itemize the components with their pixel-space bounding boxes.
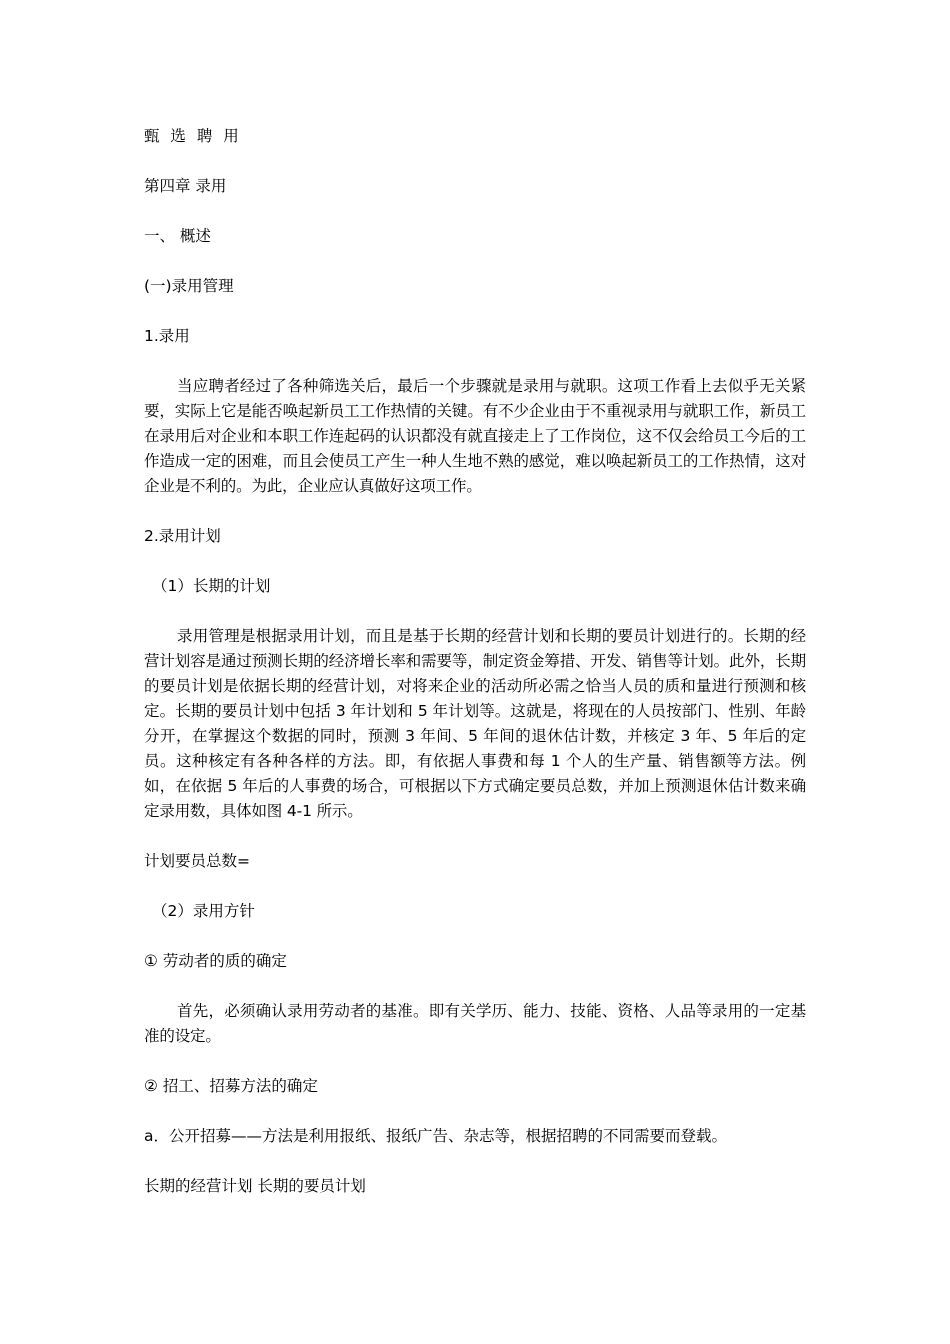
paragraph-quality: 首先，必须确认录用劳动者的基准。即有关学历、能力、技能、资格、人品等录用的一定基准的设定。	[144, 1002, 806, 1045]
circled-item-methods: ② 招工、招募方法的确定	[144, 1077, 318, 1095]
formula-text: 计划要员总数=	[144, 852, 250, 870]
figure-label: 长期的经营计划 长期的要员计划	[144, 1177, 366, 1195]
chapter-heading: 第四章 录用	[144, 177, 227, 195]
sub-item-long-term-plan: （1）长期的计划	[152, 577, 271, 595]
section-heading: 一、 概述	[144, 227, 211, 245]
point-a-open-recruitment: a．公开招募——方法是利用报纸、报纸广告、杂志等，根据招聘的不同需要而登载。	[144, 1127, 728, 1145]
document-title: 甄 选 聘 用	[144, 127, 242, 145]
paragraph-long-term-plan: 录用管理是根据录用计划，而且是基于长期的经营计划和长期的要员计划进行的。长期的经营计划容是通过预测长期的经济增长率和需要等，制定资金筹措、开发、销售等计划。此外，长期的要员计划是依据长期的经营计划，对将来企业的活动所必需之恰当人员的质和量进行预测和核定。长期的要员计划中包括 3 年计划和 5 年计划等。这就是，将现在的人员按部门、性别、年龄分开，在掌握这个数据的同时，预测 3 年间、5 年间的退休估计数，并核定 3 年、5 年后的定员。这种核定有各种各样的方法。即，有依据人事费和每 1 个人的生产量、销售额等方法。例如，在依据 5 年后的人事费的场合，可根据以下方式确定要员总数，并加上预测退休估计数来确定录用数，具体如图 4-1 所示。	[144, 627, 806, 820]
sub-item-policy: （2）录用方针	[152, 902, 255, 920]
subsection-heading: (一)录用管理	[144, 277, 234, 295]
item-heading-plan: 2.录用计划	[144, 527, 221, 545]
document-body	[144, 124, 806, 1224]
circled-item-quality: ① 劳动者的质的确定	[144, 952, 287, 970]
item-heading-recruitment: 1.录用	[144, 327, 190, 345]
paragraph-recruitment: 当应聘者经过了各种筛选关后，最后一个步骤就是录用与就职。这项工作看上去似乎无关紧要，实际上它是能否唤起新员工工作热情的关键。有不少企业由于不重视录用与就职工作，新员工在录用后对企业和本职工作连起码的认识都没有就直接走上了工作岗位，这不仅会给员工今后的工作造成一定的困难，而且会使员工产生一种人生地不熟的感觉，难以唤起新员工的工作热情，这对企业是不利的。为此，企业应认真做好这项工作。	[144, 377, 806, 495]
